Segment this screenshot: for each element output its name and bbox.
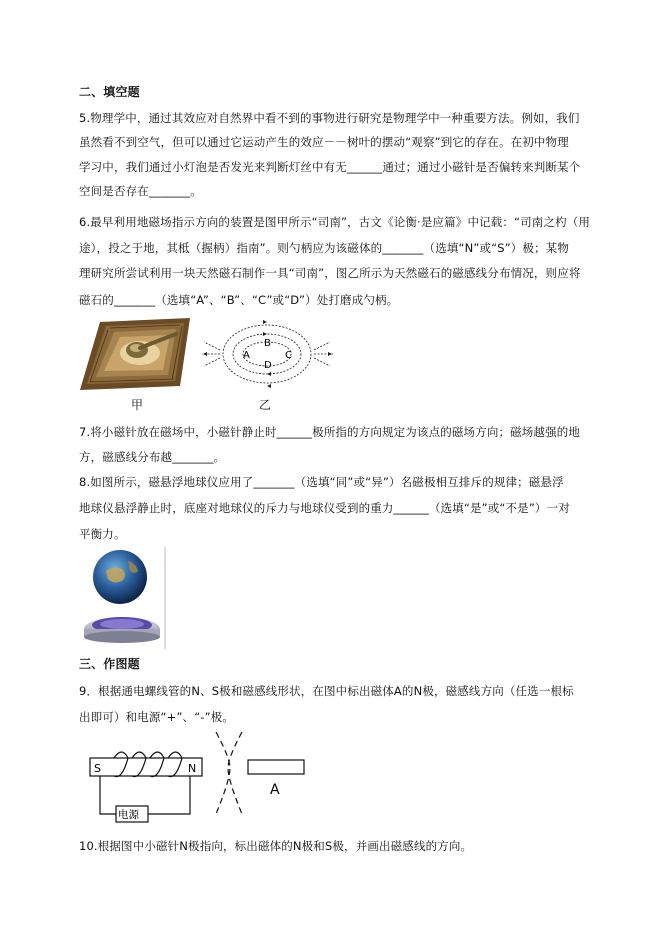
- q7-line-1: 7.将小磁针放在磁场中，小磁针静止时______极所指的方向规定为该点的磁场方向；磁场越强的地: [79, 425, 581, 439]
- q6-line-1: 6.最早利用地磁场指示方向的装置是图甲所示“司南”，古文《论衡·是应篇》中记载：“司南之杓（用: [79, 215, 591, 229]
- pole-label-d: D: [264, 360, 272, 371]
- sinan-compass-image: [80, 318, 192, 390]
- pole-label-b: B: [264, 338, 271, 349]
- q7-line-2: 方，磁感线分布越_______。: [79, 450, 226, 464]
- q9-line-2: 出即可）和电源“+”、“-”极。: [79, 710, 235, 724]
- caption-jia: 甲: [131, 398, 144, 412]
- lodestone-field-diagram: [200, 318, 335, 390]
- q5-line-2: 虽然看不到空气，但可以通过它运动产生的效应－－树叶的摆动“观察”到它的存在。在初中物理: [79, 135, 569, 149]
- q8-line-2: 地球仪悬浮静止时，底座对地球仪的斥力与地球仪受到的重力______（选填“是”或“不是”）一对: [79, 501, 570, 515]
- q8-line-1: 8.如图所示，磁悬浮地球仪应用了_______（选填“同”或“异”）名磁极相互排斥的规律；磁悬浮: [79, 475, 564, 489]
- q9-line-1: 9．根据通电螺线管的N、S极和磁感线形状，在图中标出磁体A的N极，磁感线方向（任选一根标: [79, 684, 574, 698]
- section-title-drawing: 三、作图题: [79, 657, 140, 671]
- q5-line-3: 学习中，我们通过小灯泡是否发光来判断灯丝中有无______通过；通过小磁针是否偏转来判断某个: [79, 160, 581, 174]
- q6-line-2: 途），投之于地，其柢（握柄）指南”。则勺柄应为该磁体的_______（选填“N”或“S”）极；某物: [79, 241, 570, 255]
- pole-label-c: C: [285, 350, 292, 361]
- pole-label-a: A: [243, 350, 250, 361]
- solenoid-label-n: N: [188, 762, 197, 775]
- magnet-label-a: A: [270, 782, 280, 798]
- q5-line-4: 空间是否存在_______。: [79, 184, 202, 198]
- power-source-label: 电源: [118, 809, 139, 821]
- q10-line-1: 10.根据图中小磁针N极指向，标出磁体的N极和S极，并画出磁感线的方向。: [79, 839, 473, 853]
- q5-line-1: 5.物理学中，通过其效应对自然界中看不到的事物进行研究是物理学中一种重要方法。例如，我们: [79, 111, 580, 125]
- maglev-globe-image: [78, 547, 166, 649]
- solenoid-circuit-diagram: [84, 728, 314, 830]
- caption-yi: 乙: [259, 398, 272, 412]
- solenoid-label-s: S: [94, 762, 101, 775]
- q8-line-3: 平衡力。: [79, 527, 126, 541]
- q6-line-4: 磁石的_______（选填“A”、“B”、“C”或“D”）处打磨成勺柄。: [79, 293, 399, 307]
- q6-line-3: 理研究所尝试利用一块天然磁石制作一具“司南”，图乙所示为天然磁石的磁感线分布情况，则应将: [79, 266, 581, 280]
- section-title-fill-in: 二、填空题: [79, 85, 140, 99]
